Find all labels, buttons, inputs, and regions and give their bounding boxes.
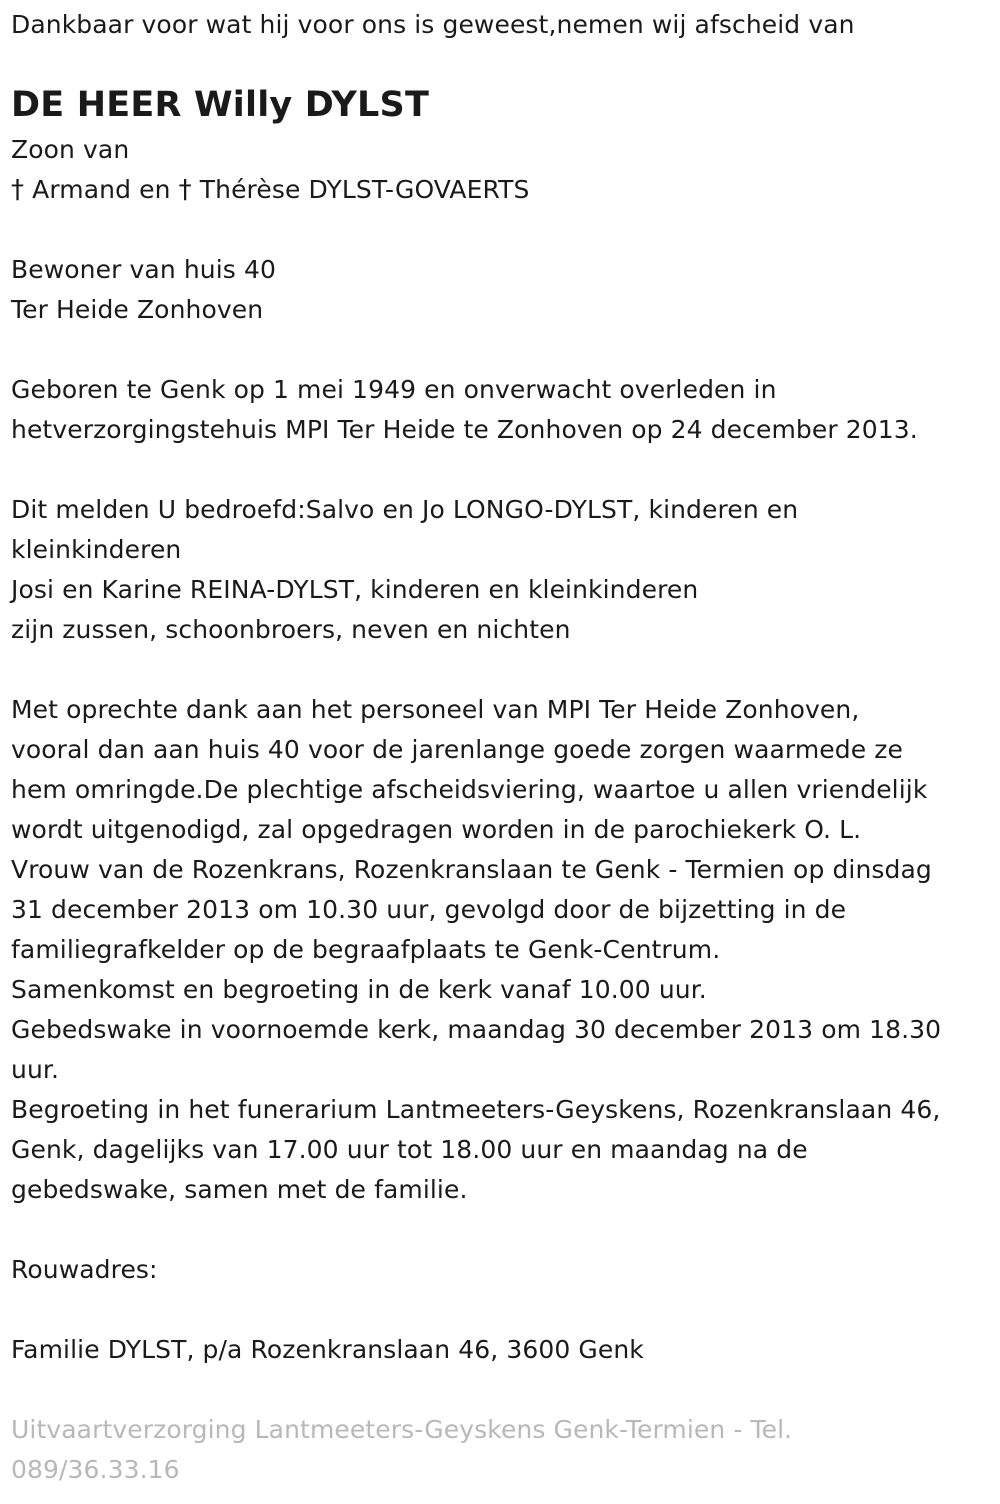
footer-line: Uitvaartverzorging Lantmeeters-Geyskens Genk-Termien - Tel. [11,1415,793,1444]
mourning-address: Familie DYLST, p/a Rozenkranslaan 46, 3600 Genk [11,1335,644,1364]
announcer-line: Josi en Karine REINA-DYLST, kinderen en kleinkinderen [11,575,699,604]
announcer-line: Dit melden U bedroefd:Salvo en Jo LONGO-DYLST, kinderen en [11,495,799,524]
residence-line: Bewoner van huis 40 [11,255,276,284]
residence-block [11,250,993,330]
cross-icon: † [11,175,25,205]
parents-line [11,170,993,210]
ceremony-line: Begroeting in het funerarium Lantmeeters-Geyskens, Rozenkranslaan 46, [11,1095,941,1124]
ceremony-line: gebedswake, samen met de familie. [11,1175,468,1204]
ceremony-line: Vrouw van de Rozenkrans, Rozenkranslaan te Genk - Termien op dinsdag [11,855,932,884]
mother-name: Thérèse DYLST-GOVAERTS [199,175,530,204]
mourning-address-label: Rouwadres: [11,1255,158,1284]
ceremony-line: 31 december 2013 om 10.30 uur, gevolgd door de bijzetting in de [11,895,847,924]
intro-text: Dankbaar voor wat hij voor ons is geweest,nemen wij afscheid van [11,10,855,39]
ceremony-line: Met oprechte dank aan het personeel van MPI Ter Heide Zonhoven, [11,695,860,724]
ceremony-line: vooral dan aan huis 40 voor de jarenlange goede zorgen waarmede ze [11,735,903,764]
ceremony-line: Genk, dagelijks van 17.00 uur tot 18.00 uur en maandag na de [11,1135,808,1164]
ceremony-block [11,690,993,1210]
announcers-block [11,490,993,650]
ceremony-line: uur. [11,1055,60,1084]
deceased-name: DE HEER Willy DYLST [11,85,430,125]
birth-death-line: Geboren te Genk op 1 mei 1949 en onverwacht overleden in [11,375,777,404]
ceremony-line: Samenkomst en begroeting in de kerk vanaf 10.00 uur. [11,975,707,1004]
ceremony-line: wordt uitgenodigd, zal opgedragen worden in de parochiekerk O. L. [11,815,862,844]
announcer-line: zijn zussen, schoonbroers, neven en nichten [11,615,571,644]
footer-line: 089/36.33.16 [11,1455,180,1484]
ceremony-line: Gebedswake in voornoemde kerk, maandag 30 december 2013 om 18.30 [11,1015,942,1044]
announcer-line: kleinkinderen [11,535,182,564]
funeral-home-footer [11,1410,993,1490]
residence-line: Ter Heide Zonhoven [11,295,264,324]
birth-death-line: hetverzorgingstehuis MPI Ter Heide te Zonhoven op 24 december 2013. [11,415,918,444]
ceremony-line: hem omringde.De plechtige afscheidsviering, waartoe u allen vriendelijk [11,775,928,804]
obituary-notice [11,0,993,1490]
cross-icon: † [178,175,192,205]
father-name: Armand en [32,175,171,204]
birth-death-block [11,370,993,450]
ceremony-line: familiegrafkelder op de begraafplaats te Genk-Centrum. [11,935,721,964]
son-of-label: Zoon van [11,135,130,164]
